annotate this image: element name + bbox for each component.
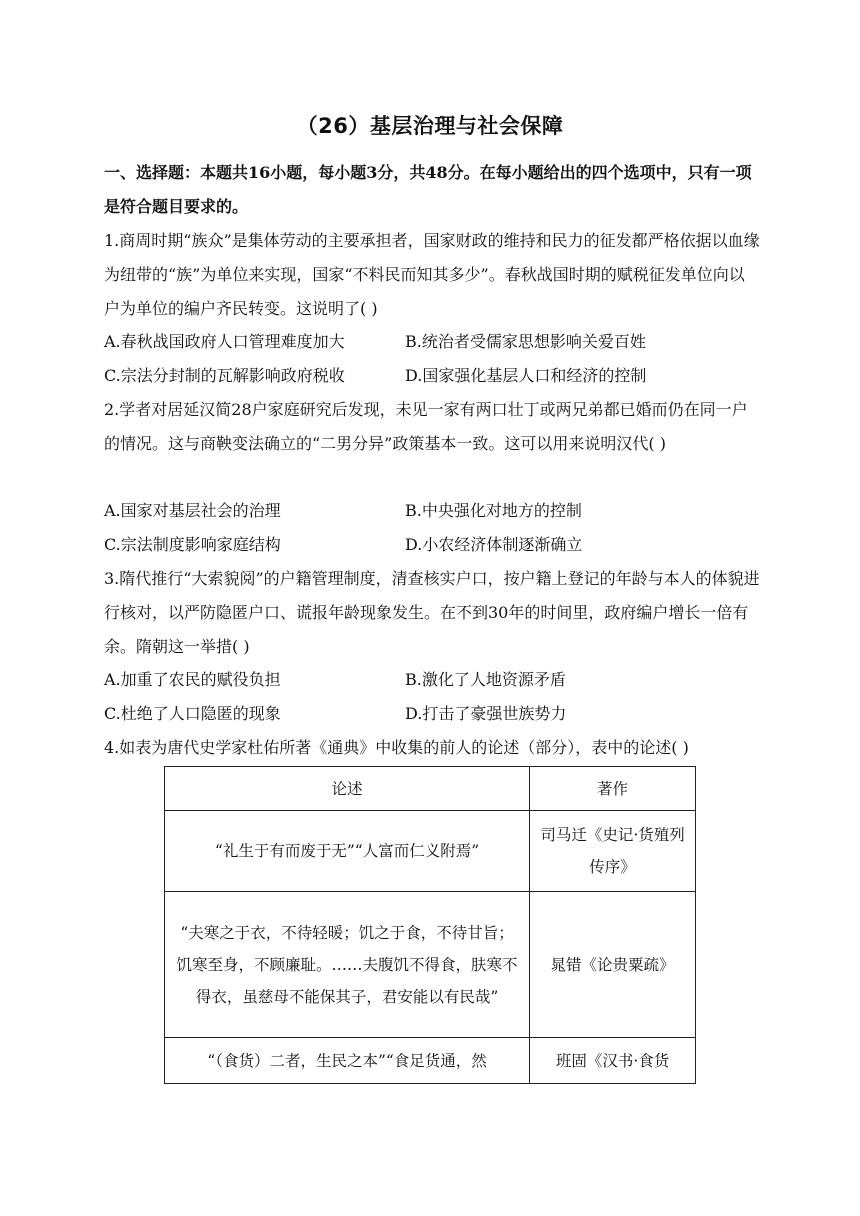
table-row [165,1038,696,1084]
question-3-option-d: D.打击了豪强世族势力 [405,704,567,723]
question-3-stem: 3.隋代推行“大索貌阅”的户籍管理制度，清查核实户口，按户籍上登记的年龄与本人的体貌进行核对，以严防隐匿户口、谎报年龄现象发生。在不到30年的时间里，政府编户增长一倍有余。隋朝这一举措( ) [104,569,760,656]
question-1-option-b: B.统治者受儒家思想影响关爱百姓 [405,332,646,351]
question-1-option-c: C.宗法分封制的瓦解影响政府税收 [104,366,345,385]
table-cell-quote: “（食货）二者，生民之本”“食足货通，然 [165,1038,530,1084]
table-cell-quote: “礼生于有而废于无”“人富而仁义附焉” [165,811,530,892]
quotation-table [164,766,696,1084]
question-3-option-a: A.加重了农民的赋役负担 [104,670,281,689]
table-cell-quote: “夫寒之于衣，不待轻暖；饥之于食，不待甘旨；饥寒至身，不顾廉耻。……夫腹饥不得食，肤寒不得衣，虽慈母不能保其子，君安能以有民哉” [165,892,530,1038]
table-cell-work: 班固《汉书·食货 [530,1038,696,1084]
question-3-option-b: B.激化了人地资源矛盾 [405,670,566,689]
question-2-option-d: D.小农经济体制逐渐确立 [405,535,583,554]
question-2-stem: 2.学者对居延汉简28户家庭研究后发现，未见一家有两口壮丁或两兄弟都已婚而仍在同一户的情况。这与商鞅变法确立的“二男分异”政策基本一致。这可以用来说明汉代( ) [104,400,748,453]
question-1-option-a: A.春秋战国政府人口管理难度加大 [104,332,345,351]
table-cell-work: 晁错《论贵粟疏》 [530,892,696,1038]
question-3-option-c: C.杜绝了人口隐匿的现象 [104,704,281,723]
question-2-option-a: A.国家对基层社会的治理 [104,501,281,520]
question-2-option-b: B.中央强化对地方的控制 [405,501,582,520]
table-row [165,892,696,1038]
question-2-option-c: C.宗法制度影响家庭结构 [104,535,281,554]
table-header-row [165,767,696,811]
table-header-cell: 著作 [530,767,696,811]
question-4-stem: 4.如表为唐代史学家杜佑所著《通典》中收集的前人的论述（部分），表中的论述( ) [104,738,689,757]
table-header-cell: 论述 [165,767,530,811]
page-title: （26）基层治理与社会保障 [296,114,564,138]
table-cell-work: 司马迁《史记·货殖列传序》 [530,811,696,892]
question-1-stem: 1.商周时期“族众”是集体劳动的主要承担者，国家财政的维持和民力的征发都严格依据以血缘为纽带的“族”为单位来实现，国家“不料民而知其多少”。春秋战国时期的赋税征发单位向以户为单位的编户齐民转变。这说明了( ) [104,231,760,318]
table-row [165,811,696,892]
section-header: 一、选择题：本题共16小题，每小题3分，共48分。在每小题给出的四个选项中，只有一项是符合题目要求的。 [104,163,752,216]
question-1-option-d: D.国家强化基层人口和经济的控制 [405,366,647,385]
